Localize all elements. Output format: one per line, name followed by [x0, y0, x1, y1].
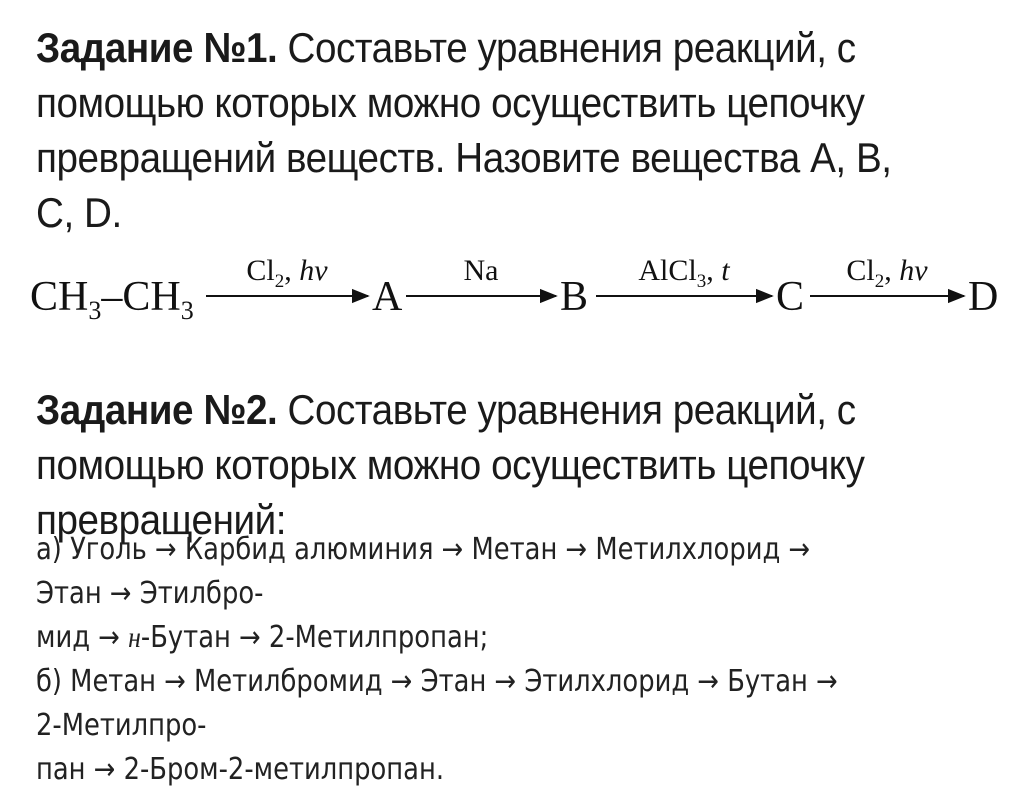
reagent-label: $Cl_2$, hν: [246, 254, 328, 292]
product-label: C: [776, 274, 805, 320]
item-b-line-1: б) Метан → Метилбромид → Этан → Этилхлорид → Бутан → 2-Метилпро-: [36, 664, 838, 743]
product-label: A: [372, 274, 403, 320]
task-1-paragraph: [36, 20, 919, 240]
reagent-label: $Cl_2$, hν: [846, 254, 928, 292]
task-1-label: Задание №1.: [36, 24, 278, 71]
reagent-label: Na: [463, 254, 499, 287]
item-a-line-2: мид → н-Бутан → 2-Метилпропан;: [36, 620, 489, 655]
product-label: D: [968, 274, 999, 320]
task-2-paragraph: [36, 382, 919, 547]
item-a-line-1: а) Уголь → Карбид алюминия → Метан → Метилхлорид → Этан → Этилбро-: [36, 532, 811, 611]
chain-start-formula: $CH_3-CH_3$: [30, 274, 194, 325]
n-prefix: н: [128, 621, 141, 654]
reagent-label: AlCl$_3$, t: [638, 254, 730, 292]
reaction-chain-svg: [28, 232, 1008, 342]
product-label: B: [560, 274, 589, 320]
task-2-text: Составьте уравнения реакций, с помощью которых можно осуществить цепочку превращений:: [36, 386, 865, 543]
task-2-label: Задание №2.: [36, 386, 278, 433]
reaction-chain: [28, 232, 1008, 342]
chain-list: [36, 528, 862, 792]
item-b-line-2: пан → 2-Бром-2-метилпропан.: [36, 752, 445, 787]
task-1-text: Составьте уравнения реакций, с помощью которых можно осуществить цепочку превращений веществ. Назовите вещества A, B, C, D.: [36, 24, 892, 236]
